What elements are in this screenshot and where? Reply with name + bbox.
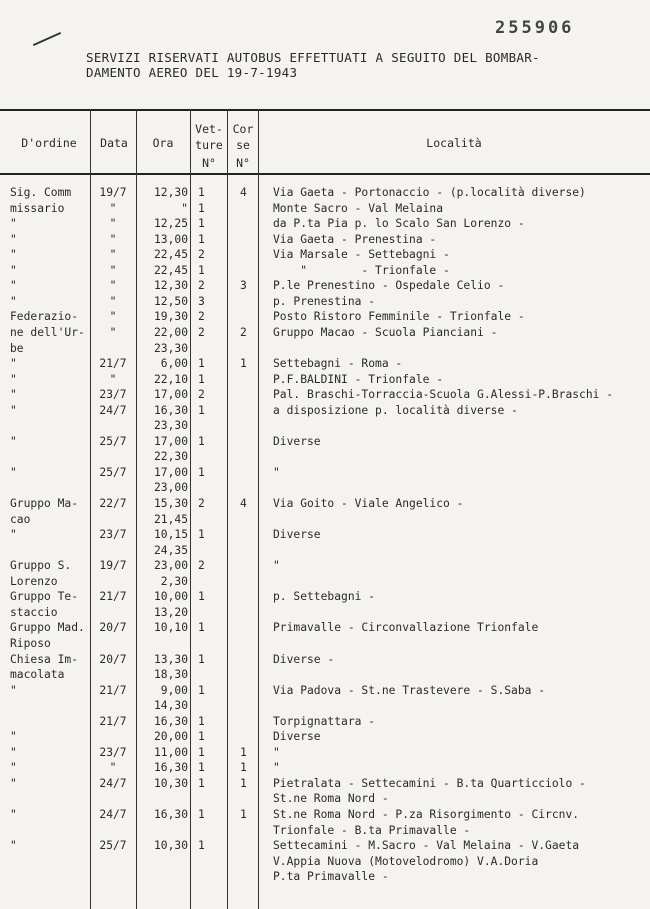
cell-ora: 2,30 [160,574,188,588]
cell-ordine: " [10,232,17,246]
cell-ordine: " [10,776,17,790]
cell-ordine: " [10,730,17,744]
cell-ordine: " [10,357,17,371]
cell-ora: 10,10 [153,621,188,635]
cell-vetture: 1 [198,217,205,231]
cell-ordine: staccio [10,605,58,619]
cell-data: 25/7 [99,434,127,448]
cell-data: 21/7 [99,590,127,604]
cell-corse: 1 [240,776,247,790]
cell-corse: 3 [240,279,247,293]
header-corse-n: N° [236,156,250,170]
cell-ora: 17,00 [153,434,188,448]
cell-localita: Primavalle - Circonvallazione Trionfale [273,621,539,635]
cell-data: 25/7 [99,839,127,853]
cell-ordine: " [10,808,17,821]
header-ordine: D'ordine [21,136,77,150]
pen-mark [33,32,61,46]
cell-ordine: Chiesa Im- [10,652,79,666]
cell-ordine: be [10,341,24,355]
header-vetture-n: N° [202,156,216,170]
cell-vetture: 2 [198,497,205,510]
cell-vetture: 1 [198,232,205,246]
cell-data: " [109,217,117,231]
cell-ora: 17,00 [153,465,188,479]
cell-vetture: 1 [198,434,205,448]
cell-data: 23/7 [99,388,127,402]
cell-ora: 16,30 [153,403,188,417]
table-top-rule [0,109,650,111]
cell-ordine: Riposo [10,636,51,650]
cell-vetture: 1 [198,776,205,790]
cell-data: 23/7 [99,528,127,542]
cell-localita: p. Prenestina - [273,294,376,308]
cell-ordine: " [10,217,17,231]
cell-ora: 10,00 [153,590,188,604]
cell-data: 24/7 [99,776,127,790]
cell-localita: Via Goito - Viale Angelico - [273,497,464,510]
cell-ora: 12,30 [153,186,188,199]
cell-vetture: 1 [198,730,205,744]
cell-vetture: 1 [198,745,205,759]
cell-data: " [109,263,117,277]
cell-ordine: Federazio- [10,310,79,324]
cell-vetture: 1 [198,357,205,371]
cell-localita: Diverse - [273,652,335,666]
cell-localita: " [273,761,280,775]
header-vetture-1: Vet- [195,122,223,136]
cell-localita: P.le Prenestino - Ospedale Celio - [273,279,505,293]
cell-ora: 19,30 [153,310,188,324]
cell-data: " [109,279,117,293]
cell-ordine: " [10,761,17,775]
cell-vetture: 1 [198,652,205,666]
cell-localita: p. Settebagni - [273,590,376,604]
cell-corse: 1 [240,808,247,821]
cell-ordine: Gruppo Ma- [10,497,79,510]
cell-localita: Torpignattara - [273,714,376,728]
cell-data: " [109,310,117,324]
cell-localita: a disposizione p. località diverse - [273,403,518,417]
cell-localita: Pietralata - Settecamini - B.ta Quarticciolo - [273,776,586,790]
cell-localita: " - Trionfale - [273,263,450,277]
cell-data: 25/7 [99,465,127,479]
cell-vetture: 2 [198,388,205,402]
cell-ora: 13,00 [153,232,188,246]
cell-data: 20/7 [99,621,127,635]
cell-ordine: " [10,683,17,697]
cell-localita: St.ne Roma Nord - P.za Risorgimento - Circnv. [273,808,580,821]
cell-vetture: 2 [198,325,205,339]
cell-ora: 21,45 [153,512,188,526]
header-localita: Località [426,136,482,150]
cell-ora: 22,00 [153,325,188,339]
column-divider [258,109,259,909]
cell-ordine: macolata [10,668,65,682]
cell-vetture: 1 [198,465,205,479]
cell-data: " [109,372,117,386]
cell-ora: 23,30 [153,419,188,433]
cell-ora: 15,30 [153,497,188,510]
cell-ora: 16,30 [153,714,188,728]
cell-ora: " [181,201,188,215]
cell-ora: 12,50 [153,294,188,308]
cell-corse: 1 [240,357,247,371]
cell-data: 21/7 [99,714,127,728]
cell-data: 24/7 [99,403,127,417]
cell-ordine: " [10,528,17,542]
title-line-1: SERVIZI RISERVATI AUTOBUS EFFETTUATI A SEGUITO DEL BOMBAR- [86,50,540,65]
cell-ora: 13,20 [153,605,188,619]
cell-ora: 22,45 [153,263,188,277]
cell-localita: Diverse [273,434,321,448]
cell-corse: 1 [240,761,247,775]
cell-ordine: Gruppo Te- [10,590,79,604]
cell-ordine: " [10,745,17,759]
cell-localita: Via Padova - St.ne Trastevere - S.Saba - [273,683,546,697]
cell-vetture: 2 [198,248,205,262]
cell-vetture: 1 [198,403,205,417]
cell-ordine: " [10,294,17,308]
cell-ora: 22,30 [153,450,188,464]
cell-ordine: Gruppo Mad. [10,621,85,635]
cell-ordine: " [10,263,17,277]
cell-ordine: Lorenzo [10,574,58,588]
cell-vetture: 3 [198,294,205,308]
cell-ora: 16,30 [153,761,188,775]
cell-ordine: " [10,279,17,293]
cell-ora: 23,30 [153,341,188,355]
cell-corse: 4 [240,497,247,510]
cell-ora: 11,00 [153,745,188,759]
cell-data: " [109,761,117,775]
header-data: Data [100,136,128,150]
cell-data: 24/7 [99,808,127,821]
cell-localita: St.ne Roma Nord - [273,792,389,806]
cell-vetture: 1 [198,186,205,199]
cell-ordine: " [10,465,17,479]
cell-ora: 22,10 [153,372,188,386]
cell-localita: Diverse [273,730,321,744]
cell-ordine: " [10,388,17,402]
cell-corse: 4 [240,186,247,199]
cell-vetture: 2 [198,279,205,293]
cell-localita: Settecamini - M.Sacro - Val Melaina - V.Gaeta [273,839,580,853]
cell-localita: Gruppo Macao - Scuola Pianciani - [273,325,498,339]
column-divider [190,109,191,909]
cell-ora: 12,25 [153,217,188,231]
cell-ora: 16,30 [153,808,188,821]
cell-vetture: 1 [198,590,205,604]
cell-ora: 13,30 [153,652,188,666]
cell-ora: 23,00 [153,559,188,573]
cell-localita: Via Gaeta - Prenestina - [273,232,437,246]
cell-localita: " [273,559,280,573]
cell-localita: Via Gaeta - Portonaccio - (p.località diverse) [273,186,586,199]
cell-localita: Trionfale - B.ta Primavalle - [273,823,471,837]
cell-ora: 6,00 [160,357,188,371]
cell-ordine: " [10,248,17,262]
cell-vetture: 1 [198,528,205,542]
cell-localita: P.ta Primavalle - [273,870,389,884]
cell-vetture: 1 [198,372,205,386]
title-line-2: DAMENTO AEREO DEL 19-7-1943 [86,65,298,80]
column-divider [90,109,91,909]
cell-ordine: missario [10,201,65,215]
cell-localita: Diverse [273,528,321,542]
cell-data: 19/7 [99,559,127,573]
cell-vetture: 1 [198,621,205,635]
cell-vetture: 1 [198,201,205,215]
cell-ordine: " [10,839,17,853]
cell-localita: Monte Sacro - Val Melaina [273,201,444,215]
header-vetture-2: ture [195,138,223,152]
cell-ordine: Sig. Comm [10,186,72,199]
cell-data: 19/7 [99,186,127,199]
cell-localita: Pal. Braschi-Torraccia-Scuola G.Alessi-P.Braschi - [273,388,614,402]
cell-ora: 24,35 [153,543,188,557]
cell-ora: 14,30 [153,699,188,713]
table-header-rule [0,173,650,175]
cell-data: 21/7 [99,357,127,371]
cell-localita: P.F.BALDINI - Trionfale - [273,372,444,386]
cell-ora: 12,30 [153,279,188,293]
cell-ordine: Gruppo S. [10,559,72,573]
cell-ordine: cao [10,512,31,526]
cell-data: " [109,325,117,339]
column-divider [227,109,228,909]
cell-vetture: 1 [198,808,205,821]
cell-localita: da P.ta Pia p. lo Scalo San Lorenzo - [273,217,525,231]
document-number: 255906 [495,18,575,38]
cell-vetture: 2 [198,559,205,573]
cell-data: " [109,248,117,262]
cell-localita: " [273,465,280,479]
cell-ora: 20,00 [153,730,188,744]
cell-ordine: " [10,372,17,386]
cell-ora: 10,15 [153,528,188,542]
cell-ora: 10,30 [153,776,188,790]
cell-vetture: 1 [198,263,205,277]
cell-ora: 18,30 [153,668,188,682]
cell-vetture: 1 [198,714,205,728]
cell-corse: 2 [240,325,247,339]
cell-ora: 9,00 [160,683,188,697]
cell-localita: Settebagni - Roma - [273,357,403,371]
cell-vetture: 2 [198,310,205,324]
cell-data: " [109,232,117,246]
cell-ordine: ne dell'Ur- [10,325,85,339]
cell-ordine: " [10,434,17,448]
cell-data: 20/7 [99,652,127,666]
cell-vetture: 1 [198,839,205,853]
cell-data: 23/7 [99,745,127,759]
cell-ora: 23,00 [153,481,188,495]
header-corse-2: se [236,138,250,152]
cell-ora: 10,30 [153,839,188,853]
header-ora: Ora [152,136,174,150]
cell-corse: 1 [240,745,247,759]
cell-ordine: " [10,403,17,417]
cell-vetture: 1 [198,683,205,697]
cell-localita: Via Marsale - Settebagni - [273,248,450,262]
cell-data: 21/7 [99,683,127,697]
header-corse-1: Cor [232,122,254,136]
cell-data: 22/7 [99,497,127,510]
cell-vetture: 1 [198,761,205,775]
cell-localita: V.Appia Nuova (Motovelodromo) V.A.Doria [273,854,539,868]
document-title [86,50,540,80]
cell-localita: Posto Ristoro Femminile - Trionfale - [273,310,525,324]
cell-data: " [109,294,117,308]
cell-ora: 22,45 [153,248,188,262]
cell-ora: 17,00 [153,388,188,402]
cell-localita: " [273,745,280,759]
cell-data: " [109,201,117,215]
